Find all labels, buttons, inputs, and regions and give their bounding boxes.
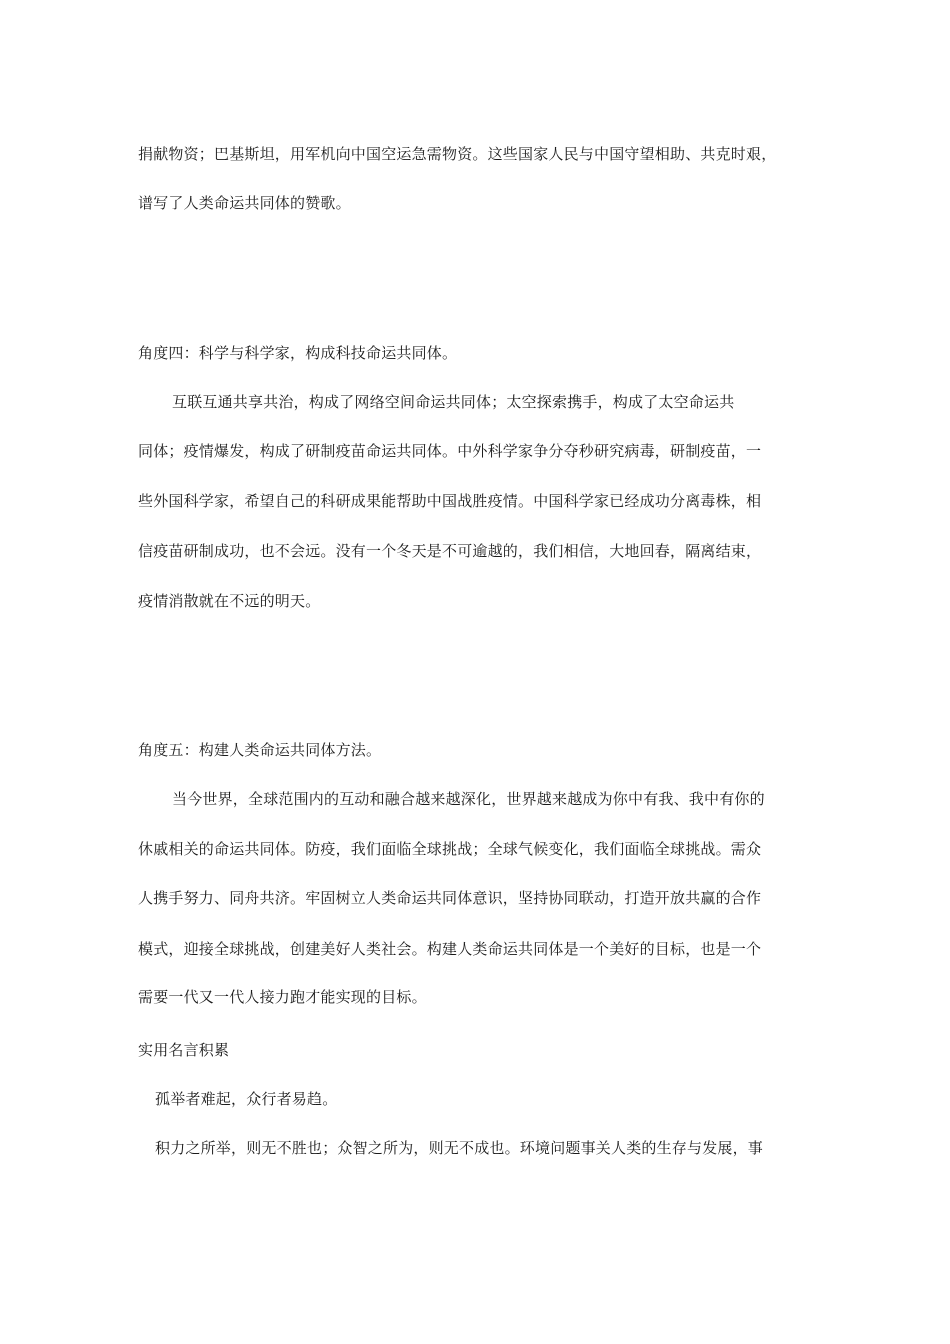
quote-line: 孤举者难起，众行者易趋。 bbox=[155, 1090, 338, 1108]
paragraph-line: 同体；疫情爆发，构成了研制疫苗命运共同体。中外科学家争分夺秒研究病毒，研制疫苗，一 bbox=[138, 442, 762, 460]
paragraph-line: 模式，迎接全球挑战，创建美好人类社会。构建人类命运共同体是一个美好的目标，也是一个 bbox=[138, 940, 762, 958]
section-heading: 角度四：科学与科学家，构成科技命运共同体。 bbox=[138, 344, 458, 362]
section-heading: 角度五：构建人类命运共同体方法。 bbox=[138, 741, 382, 759]
paragraph-line: 疫情消散就在不远的明天。 bbox=[138, 592, 321, 610]
paragraph-line: 捐献物资；巴基斯坦，用军机向中国空运急需物资。这些国家人民与中国守望相助、共克时艰， bbox=[138, 145, 777, 163]
paragraph-line: 当今世界，全球范围内的互动和融合越来越深化，世界越来越成为你中有我、我中有你的 bbox=[172, 790, 765, 808]
quotes-heading: 实用名言积累 bbox=[138, 1041, 230, 1059]
paragraph-line: 些外国科学家，希望自己的科研成果能帮助中国战胜疫情。中国科学家已经成功分离毒株，相 bbox=[138, 492, 762, 510]
paragraph-line: 人携手努力、同舟共济。牢固树立人类命运共同体意识，坚持协同联动，打造开放共赢的合作 bbox=[138, 889, 762, 907]
paragraph-line: 谱写了人类命运共同体的赞歌。 bbox=[138, 194, 351, 212]
quote-line: 积力之所举，则无不胜也；众智之所为，则无不成也。环境问题事关人类的生存与发展，事 bbox=[155, 1139, 764, 1157]
paragraph-line: 信疫苗研制成功，也不会远。没有一个冬天是不可逾越的，我们相信，大地回春，隔离结束， bbox=[138, 542, 762, 560]
paragraph-line: 需要一代又一代人接力跑才能实现的目标。 bbox=[138, 988, 427, 1006]
paragraph-line: 互联互通共享共治，构成了网络空间命运共同体；太空探索携手，构成了太空命运共 bbox=[172, 393, 735, 411]
paragraph-line: 休戚相关的命运共同体。防疫，我们面临全球挑战；全球气候变化，我们面临全球挑战。需众 bbox=[138, 840, 762, 858]
